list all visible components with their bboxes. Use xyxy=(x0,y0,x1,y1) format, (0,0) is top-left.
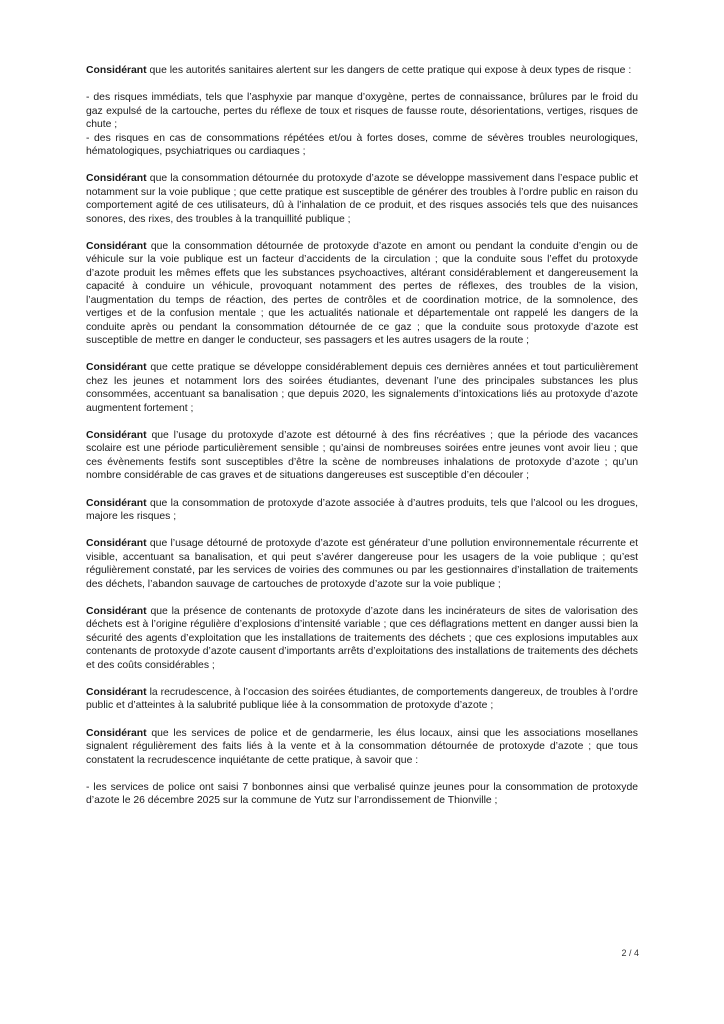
list-item: - des risques immédiats, tels que l’asphyxie par manque d’oxygène, pertes de connaissance, brûlures par le froid du gaz expulsé de la cartouche, pertes du réflexe de toux et risques de fausse route, désorientations, vertiges, risques de chute ; xyxy=(86,92,638,131)
keyword: Considérant xyxy=(86,173,147,185)
paragraph-4: Considérant que cette pratique se développe considérablement depuis ces dernières années et tout particulièrement chez les jeunes et notamment lors des soirées étudiantes, devenant l’une des principales substances les plus consommées, accentuant sa banalisation ; que depuis 2020, les signalements d’intoxications liés au protoxyde d’azote augmentent fortement ; xyxy=(86,362,638,414)
risk-list xyxy=(86,91,638,158)
paragraph-6: Considérant que la consommation de protoxyde d’azote associée à d’autres produits, tels que l’alcool ou les drogues, majore les risques ; xyxy=(86,497,638,522)
keyword: Considérant xyxy=(86,362,147,374)
keyword: Considérant xyxy=(86,429,147,441)
paragraph-1: Considérant que les autorités sanitaires alertent sur les dangers de cette pratique qui expose à deux types de risque : xyxy=(86,65,632,76)
list-item: - des risques en cas de consommations répétées et/ou à fortes doses, comme de sévères troubles neurologiques, hématologiques, psychiatriques ou cardiaques ; xyxy=(86,132,638,158)
keyword: Considérant xyxy=(86,687,147,699)
keyword: Considérant xyxy=(86,65,147,76)
paragraph-9: Considérant la recrudescence, à l’occasion des soirées étudiantes, de comportements dangereux, de troubles à l’ordre public et d’atteintes à la salubrité publique liée à la consommation de protoxyde d’azote ; xyxy=(86,687,638,712)
paragraph-7: Considérant que l’usage détourné de protoxyde d’azote est générateur d’une pollution environnementale récurrente et visible, accentuant sa banalisation, et qui peut s’avérer dangereuse pour les usagers de la voie publique ; qu’est régulièrement constaté, par les services de voiries des communes ou par les gestionnaires d’installation de traitements des déchets, l’abandon sauvage de cartouches de protoxyde d’azote sur la voie publique ; xyxy=(86,538,638,590)
paragraph-3: Considérant que la consommation détournée de protoxyde d’azote en amont ou pendant la conduite d’engin ou de véhicule sur la voie publique est un facteur d’accidents de la circulation ; que la conduite sous l’effet du protoxyde d’azote produit les mêmes effets que les substances psychoactives, altérant considérablement et dangereusement la capacité à conduire un véhicule, provoquant notamment des pertes de réflexes, des troubles de la vision, l’augmentation du temps de réaction, des pertes de contrôles et de coordination motrice, de la somnolence, des vertiges et de la confusion mentale ; que les actualités nationale et départementale ont rappelé les dangers de la conduite après ou pendant la consommation détournée de ce gaz ; que la conduite sous protoxyde d’azote est susceptible de mettre en danger le conducteur, ses passagers et les autres usagers de la route ; xyxy=(86,241,638,346)
paragraph-2: Considérant que la consommation détournée du protoxyde d’azote se développe massivement dans l’espace public et notamment sur la voie publique ; que cette pratique est susceptible de générer des troubles à l’ordre public en raison du comportement agité de ces utilisateurs, dû à l’inhalation de ce produit, et des risques associés tels que des nuisances sonores, des rixes, des troubles à la tranquillité publique ; xyxy=(86,173,638,225)
keyword: Considérant xyxy=(86,538,147,550)
keyword: Considérant xyxy=(86,727,147,739)
list-item: - les services de police ont saisi 7 bonbonnes ainsi que verbalisé quinze jeunes pour la consommation de protoxyde d’azote le 26 décembre 2025 sur la commune de Yutz sur l’arrondissement de Thionville ; xyxy=(86,782,638,807)
keyword: Considérant xyxy=(86,497,147,509)
paragraph-8: Considérant que la présence de contenants de protoxyde d’azote dans les incinérateurs de sites de valorisation des déchets est à l’origine régulière d’explosions d’intensité variable ; que ces déflagrations mettent en danger aussi bien la sécurité des agents d’exploitation que les installations de traitements des déchets ; que ces explosions imputables aux contenants de protoxyde d’azote causent d’importants arrêts d’exploitations des installations de traitements des déchets et des coûts considérables ; xyxy=(86,606,638,671)
page-number: 2 / 4 xyxy=(621,948,639,958)
keyword: Considérant xyxy=(86,606,147,617)
paragraph-10: Considérant que les services de police et de gendarmerie, les élus locaux, ainsi que les associations mosellanes signalent régulièrement des faits liés à la vente et à la consommation détournée de protoxyde d’azote ; que tous constatent la recrudescence inquiétante de cette pratique, à savoir que : xyxy=(86,727,638,766)
keyword: Considérant xyxy=(86,241,147,253)
document-body xyxy=(86,64,638,808)
paragraph-5: Considérant que l’usage du protoxyde d’azote est détourné à des fins récréatives ; que la période des vacances scolaire est une période particulièrement sensible ; qu’ainsi de nombreuses soirées entre jeunes vont avoir lieu ; que ces évènements festifs sont susceptibles d’être la scène de nombreuses inhalations de protoxyde d’azote ; qu’un nombre considérable de cas graves et de situations dangereuses est susceptible d’en découler ; xyxy=(86,429,638,482)
